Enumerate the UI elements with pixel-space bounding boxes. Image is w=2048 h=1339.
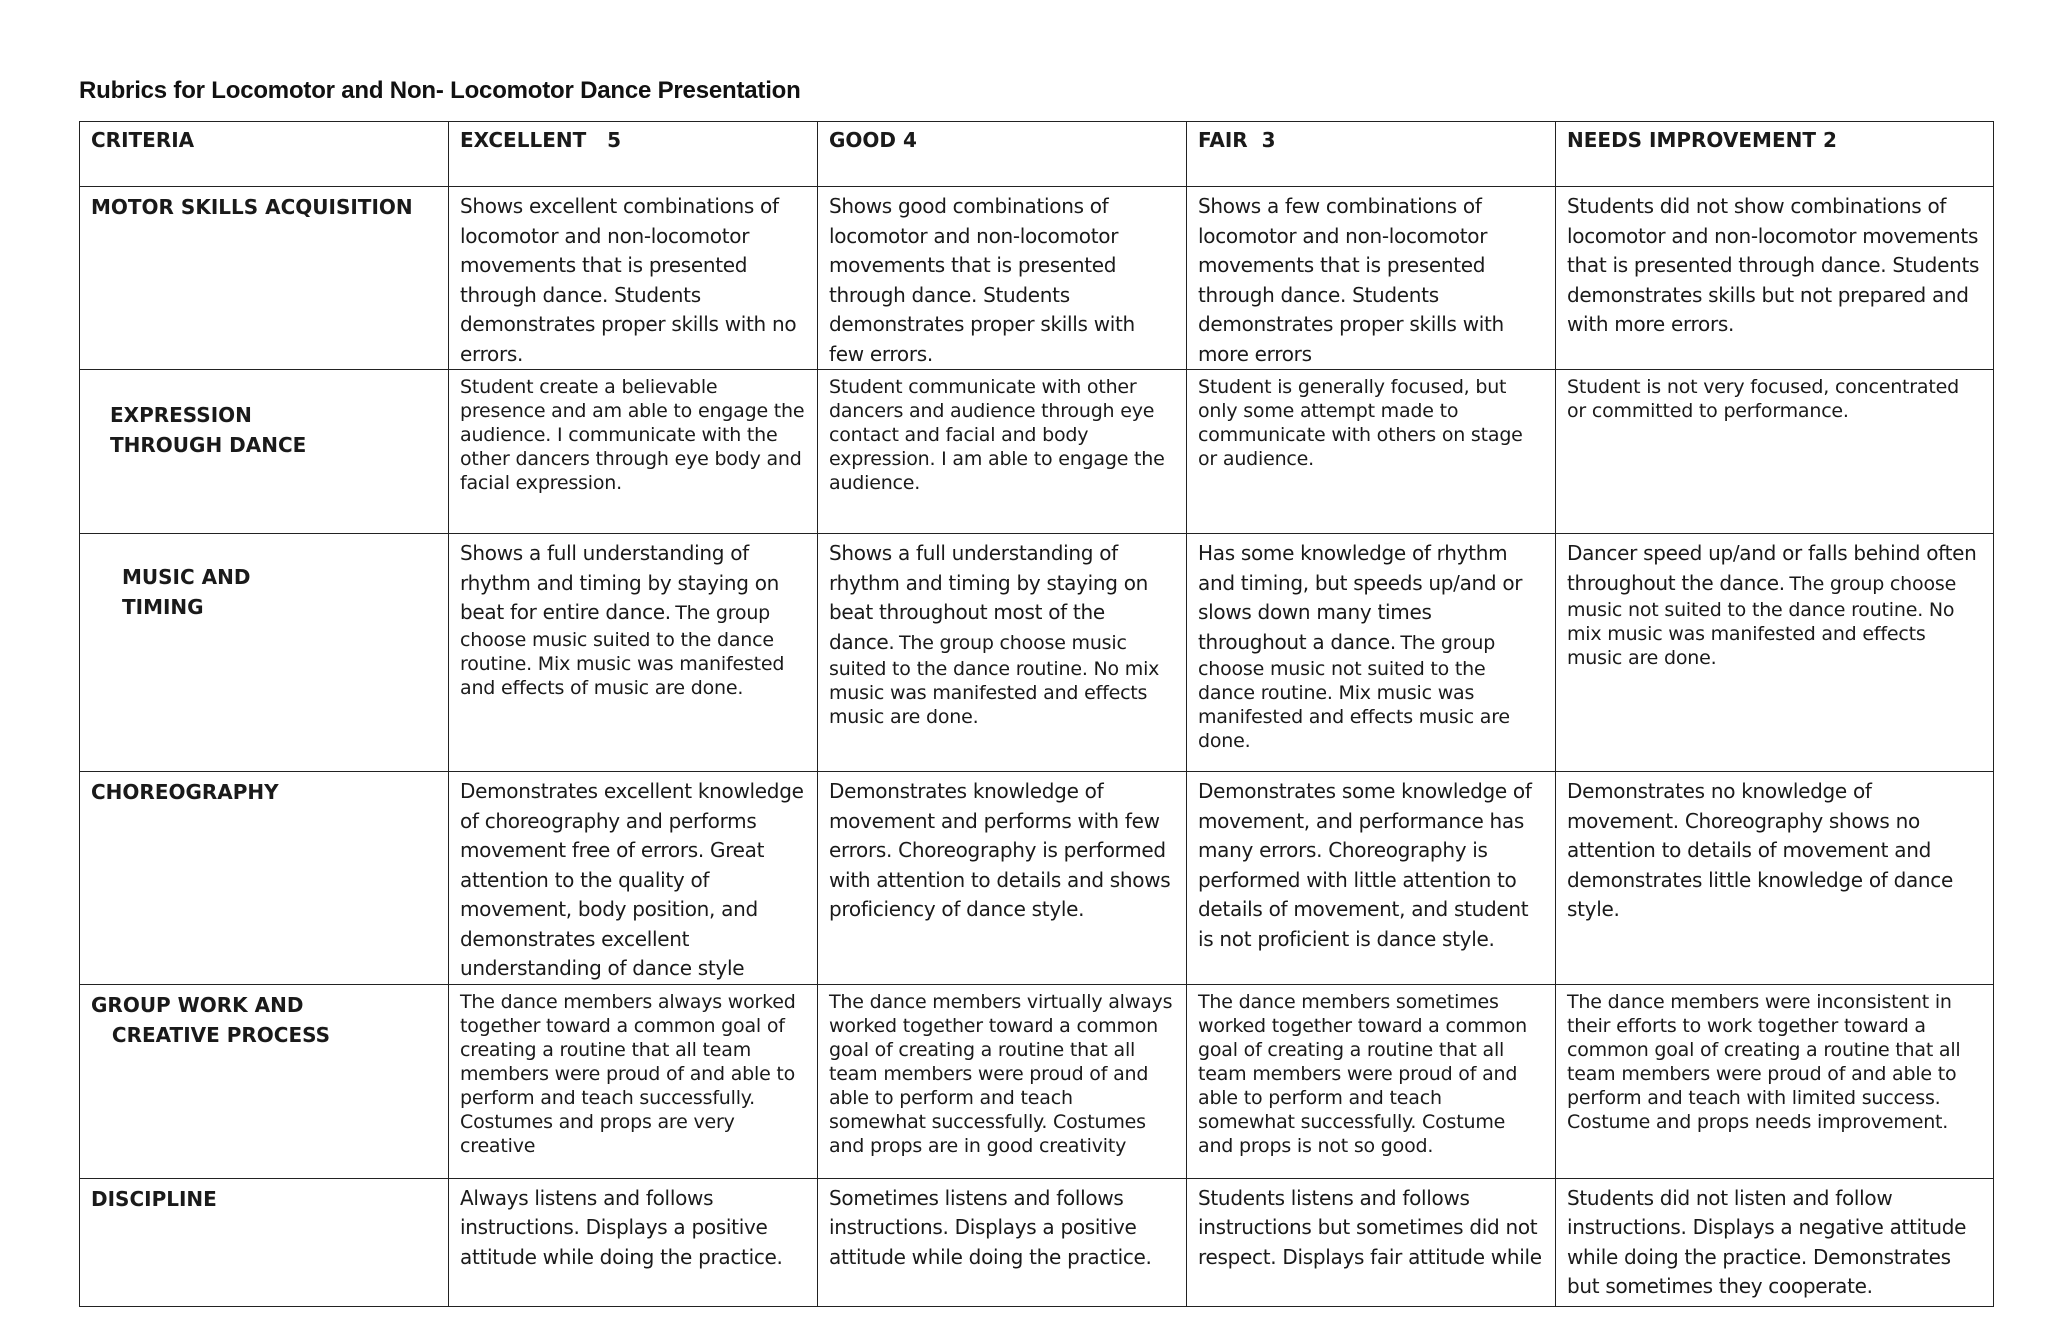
fair-cell: Shows a few combinations of locomotor and non-locomotor movements that is presented through dance. Students demonstrates proper skills with more errors	[1187, 187, 1556, 370]
needs-text-b: The group choose music not suited to the dance routine. No mix music was manifested and effects music are done.	[1567, 572, 1957, 669]
excellent-cell: Demonstrates excellent knowledge of choreography and performs movement free of errors. Great attention to the quality of movement, body position, and demonstrates excellent understanding of dance style	[449, 772, 818, 985]
table-row	[80, 1178, 1994, 1306]
table-row	[80, 772, 1994, 985]
excellent-cell: The dance members always worked together toward a common goal of creating a routine that all team members were proud of and able to perform and teach successfully. Costumes and props are very creative	[449, 984, 818, 1178]
fair-cell: Demonstrates some knowledge of movement, and performance has many errors. Choreography is performed with little attention to details of movement, and student is not proficient is dance style.	[1187, 772, 1556, 985]
fair-cell: Student is generally focused, but only some attempt made to communicate with others on stage or audience.	[1187, 370, 1556, 534]
needs-improvement-cell: Student is not very focused, concentrated or committed to performance.	[1556, 370, 1994, 534]
needs-improvement-cell: Students did not listen and follow instructions. Displays a negative attitude while doing the practice. Demonstrates but sometimes they cooperate.	[1556, 1178, 1994, 1306]
header-needs-improvement: NEEDS IMPROVEMENT 2	[1556, 122, 1994, 187]
table-row	[80, 370, 1994, 534]
good-cell: Sometimes listens and follows instructions. Displays a positive attitude while doing the practice.	[818, 1178, 1187, 1306]
table-row	[80, 534, 1994, 772]
good-cell	[818, 534, 1187, 772]
excellent-text-a: Shows a full understanding of rhythm and timing by staying on beat for entire dance.	[460, 541, 780, 624]
rubric-table	[79, 121, 1994, 1307]
header-criteria: CRITERIA	[80, 122, 449, 187]
fair-cell	[1187, 534, 1556, 772]
header-excellent: EXCELLENT 5	[449, 122, 818, 187]
excellent-cell: Student create a believable presence and am able to engage the audience. I communicate with the other dancers through eye body and facial expression.	[449, 370, 818, 534]
excellent-cell: Always listens and follows instructions. Displays a positive attitude while doing the practice.	[449, 1178, 818, 1306]
excellent-text-b: The group choose music suited to the dance routine. Mix music was manifested and effects of music are done.	[460, 602, 785, 699]
header-good: GOOD 4	[818, 122, 1187, 187]
good-text-b: The group choose music suited to the dance routine. No mix music was manifested and effects music are done.	[829, 631, 1160, 728]
table-row	[80, 187, 1994, 370]
good-cell: The dance members virtually always worked together toward a common goal of creating a routine that all team members were proud of and able to perform and teach somewhat successfully. Costumes and props are in good creativity	[818, 984, 1187, 1178]
excellent-cell	[449, 534, 818, 772]
criteria-cell: GROUP WORK AND CREATIVE PROCESS	[80, 984, 449, 1178]
table-row	[80, 984, 1994, 1178]
fair-cell: Students listens and follows instructions but sometimes did not respect. Displays fair attitude while	[1187, 1178, 1556, 1306]
fair-text-b: The group choose music not suited to the dance routine. Mix music was manifested and effects music are done.	[1198, 631, 1510, 752]
needs-improvement-cell: Students did not show combinations of locomotor and non-locomotor movements that is presented through dance. Students demonstrates skills but not prepared and with more errors.	[1556, 187, 1994, 370]
needs-improvement-cell	[1556, 534, 1994, 772]
table-header-row	[80, 122, 1994, 187]
fair-cell: The dance members sometimes worked together toward a common goal of creating a routine that all team members were proud of and able to perform and teach somewhat successfully. Costume and props is not so good.	[1187, 984, 1556, 1178]
good-cell: Shows good combinations of locomotor and non-locomotor movements that is presented through dance. Students demonstrates proper skills with few errors.	[818, 187, 1187, 370]
criteria-cell: DISCIPLINE	[80, 1178, 449, 1306]
excellent-cell: Shows excellent combinations of locomotor and non-locomotor movements that is presented through dance. Students demonstrates proper skills with no errors.	[449, 187, 818, 370]
good-text-a: Shows a full understanding of rhythm and timing by staying on beat throughout most of the dance.	[829, 541, 1149, 654]
fair-text-a: Has some knowledge of rhythm and timing, but speeds up/and or slows down many times throughout a dance.	[1198, 541, 1523, 654]
criteria-cell: CHOREOGRAPHY	[80, 772, 449, 985]
good-cell: Demonstrates knowledge of movement and performs with few errors. Choreography is performed with attention to details and shows proficiency of dance style.	[818, 772, 1187, 985]
document-title: Rubrics for Locomotor and Non- Locomotor Dance Presentation	[79, 77, 801, 104]
good-cell: Student communicate with other dancers and audience through eye contact and facial and body expression. I am able to engage the audience.	[818, 370, 1187, 534]
header-fair: FAIR 3	[1187, 122, 1556, 187]
criteria-cell: MUSIC AND TIMING	[80, 534, 449, 772]
needs-improvement-cell: The dance members were inconsistent in their efforts to work together toward a common goal of creating a routine that all team members were proud of and able to perform and teach with limited success. Costume and props needs improvement.	[1556, 984, 1994, 1178]
criteria-cell: EXPRESSION THROUGH DANCE	[80, 370, 449, 534]
criteria-cell: MOTOR SKILLS ACQUISITION	[80, 187, 449, 370]
needs-improvement-cell: Demonstrates no knowledge of movement. Choreography shows no attention to details of movement and demonstrates little knowledge of dance style.	[1556, 772, 1994, 985]
needs-text-a: Dancer speed up/and or falls behind often throughout the dance.	[1567, 541, 1977, 595]
